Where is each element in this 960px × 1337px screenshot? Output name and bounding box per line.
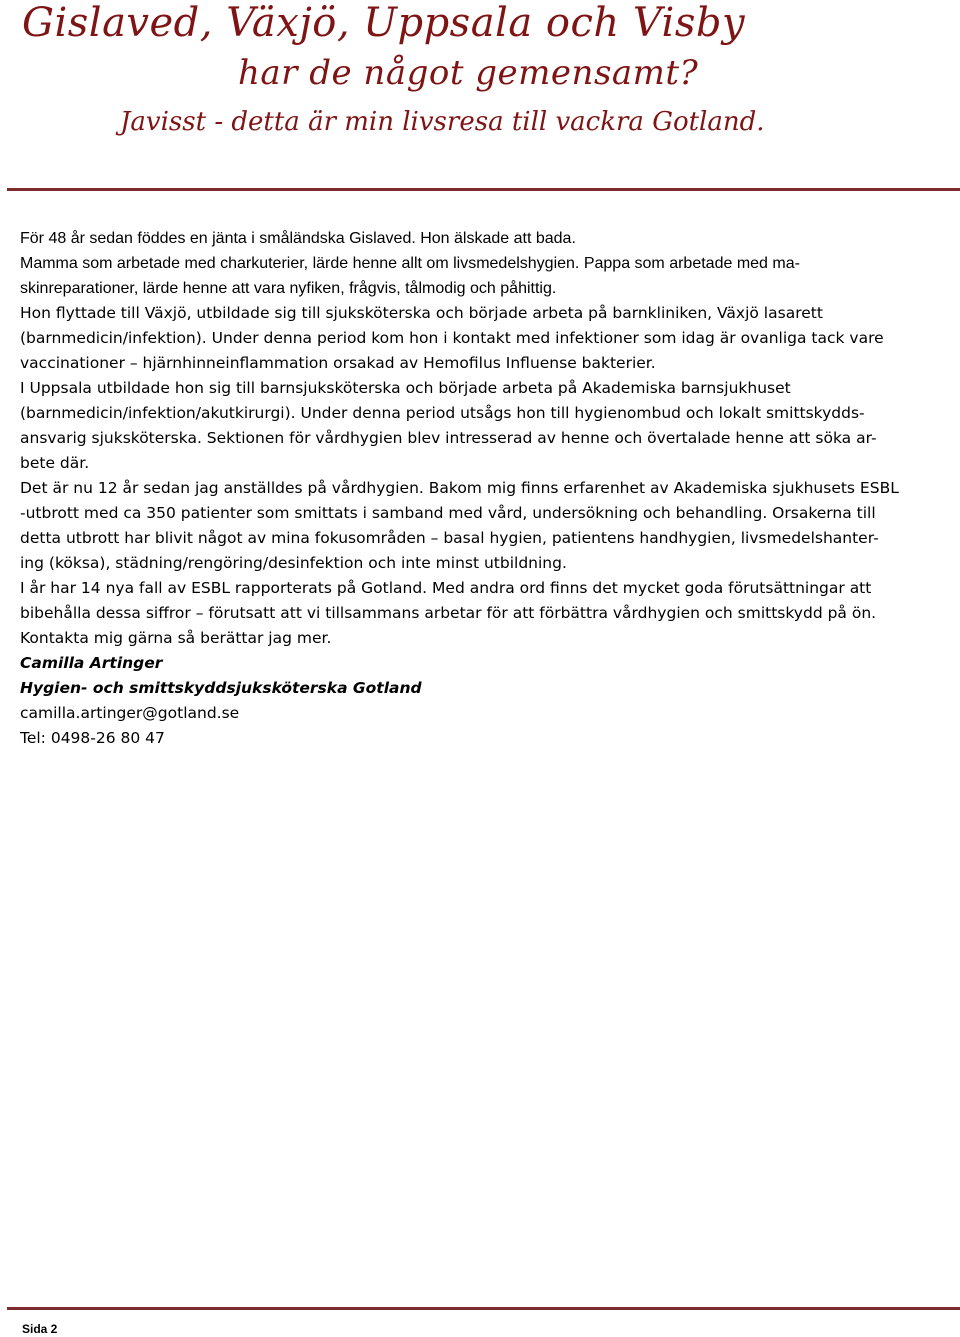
paragraph-6-line-1: I år har 14 nya fall av ESBL rapporterats på Gotland. Med andra ord finns det mycket goda förutsättningar att (20, 579, 872, 597)
contact-email[interactable]: camilla.artinger@gotland.se (20, 704, 240, 722)
paragraph-3-line-3: vaccinationer – hjärnhinneinflammation orsakad av Hemofilus Influense bakterier. (20, 354, 656, 372)
title-line-1: Gislaved, Växjö, Uppsala och Visby (22, 0, 746, 46)
paragraph-3-line-2: (barnmedicin/infektion). Under denna period kom hon i kontakt med infektioner som idag är ovanliga tack vare (20, 329, 884, 347)
paragraph-4-line-1: I Uppsala utbildade hon sig till barnsjuksköterska och började arbeta på Akademiska barnsjukhuset (20, 379, 791, 397)
paragraph-5-line-4: ing (köksa), städning/rengöring/desinfektion och inte minst utbildning. (20, 554, 567, 572)
bottom-divider (7, 1307, 960, 1310)
intro-paragraphs (20, 226, 932, 301)
paragraph-5-line-3: detta utbrott har blivit något av mina fokusområden – basal hygien, patientens handhygien, livsmedelshanter- (20, 529, 879, 547)
signature-name: Camilla Artinger (20, 654, 163, 672)
top-divider (7, 188, 960, 191)
signature-role: Hygien- och smittskyddsjuksköterska Gotland (20, 679, 422, 697)
main-paragraphs (20, 301, 932, 651)
title-line-2: har de något gemensamt? (238, 53, 699, 93)
paragraph-2-line-2: skinreparationer, lärde henne att vara nyfiken, frågvis, tålmodig och påhittig. (20, 280, 557, 297)
contact-block (20, 701, 932, 751)
paragraph-4-line-4: bete där. (20, 454, 90, 472)
paragraph-6-line-2: bibehålla dessa siffror – förutsatt att vi tillsammans arbetar för att förbättra vårdhygien och smittskydd på ön. (20, 604, 877, 622)
paragraph-6-line-3: Kontakta mig gärna så berättar jag mer. (20, 629, 332, 647)
paragraph-4-line-3: ansvarig sjuksköterska. Sektionen för vårdhygien blev intresserad av henne och övertalade henne att söka ar- (20, 429, 877, 447)
paragraph-2-line-1: Mamma som arbetade med charkuterier, lärde henne allt om livsmedelshygien. Pappa som arbetade med ma- (20, 255, 800, 272)
subtitle: Javisst - detta är min livsresa till vackra Gotland. (120, 107, 765, 137)
page-number: Sida 2 (22, 1322, 58, 1336)
paragraph-1: För 48 år sedan föddes en jänta i småländska Gislaved. Hon älskade att bada. (20, 230, 576, 247)
signature-block (20, 651, 932, 701)
contact-phone: Tel: 0498-26 80 47 (20, 729, 165, 747)
paragraph-5-line-2: -utbrott med ca 350 patienter som smittats i samband med vård, undersökning och behandling. Orsakerna till (20, 504, 876, 522)
paragraph-3-line-1: Hon flyttade till Växjö, utbildade sig till sjuksköterska och började arbeta på barnkliniken, Växjö lasarett (20, 304, 823, 322)
paragraph-4-line-2: (barnmedicin/infektion/akutkirurgi). Under denna period utsågs hon till hygienombud och lokalt smittskydds- (20, 404, 865, 422)
paragraph-5-line-1: Det är nu 12 år sedan jag anställdes på vårdhygien. Bakom mig finns erfarenhet av Akademiska sjukhusets ESBL (20, 479, 899, 497)
article-body (20, 226, 932, 751)
